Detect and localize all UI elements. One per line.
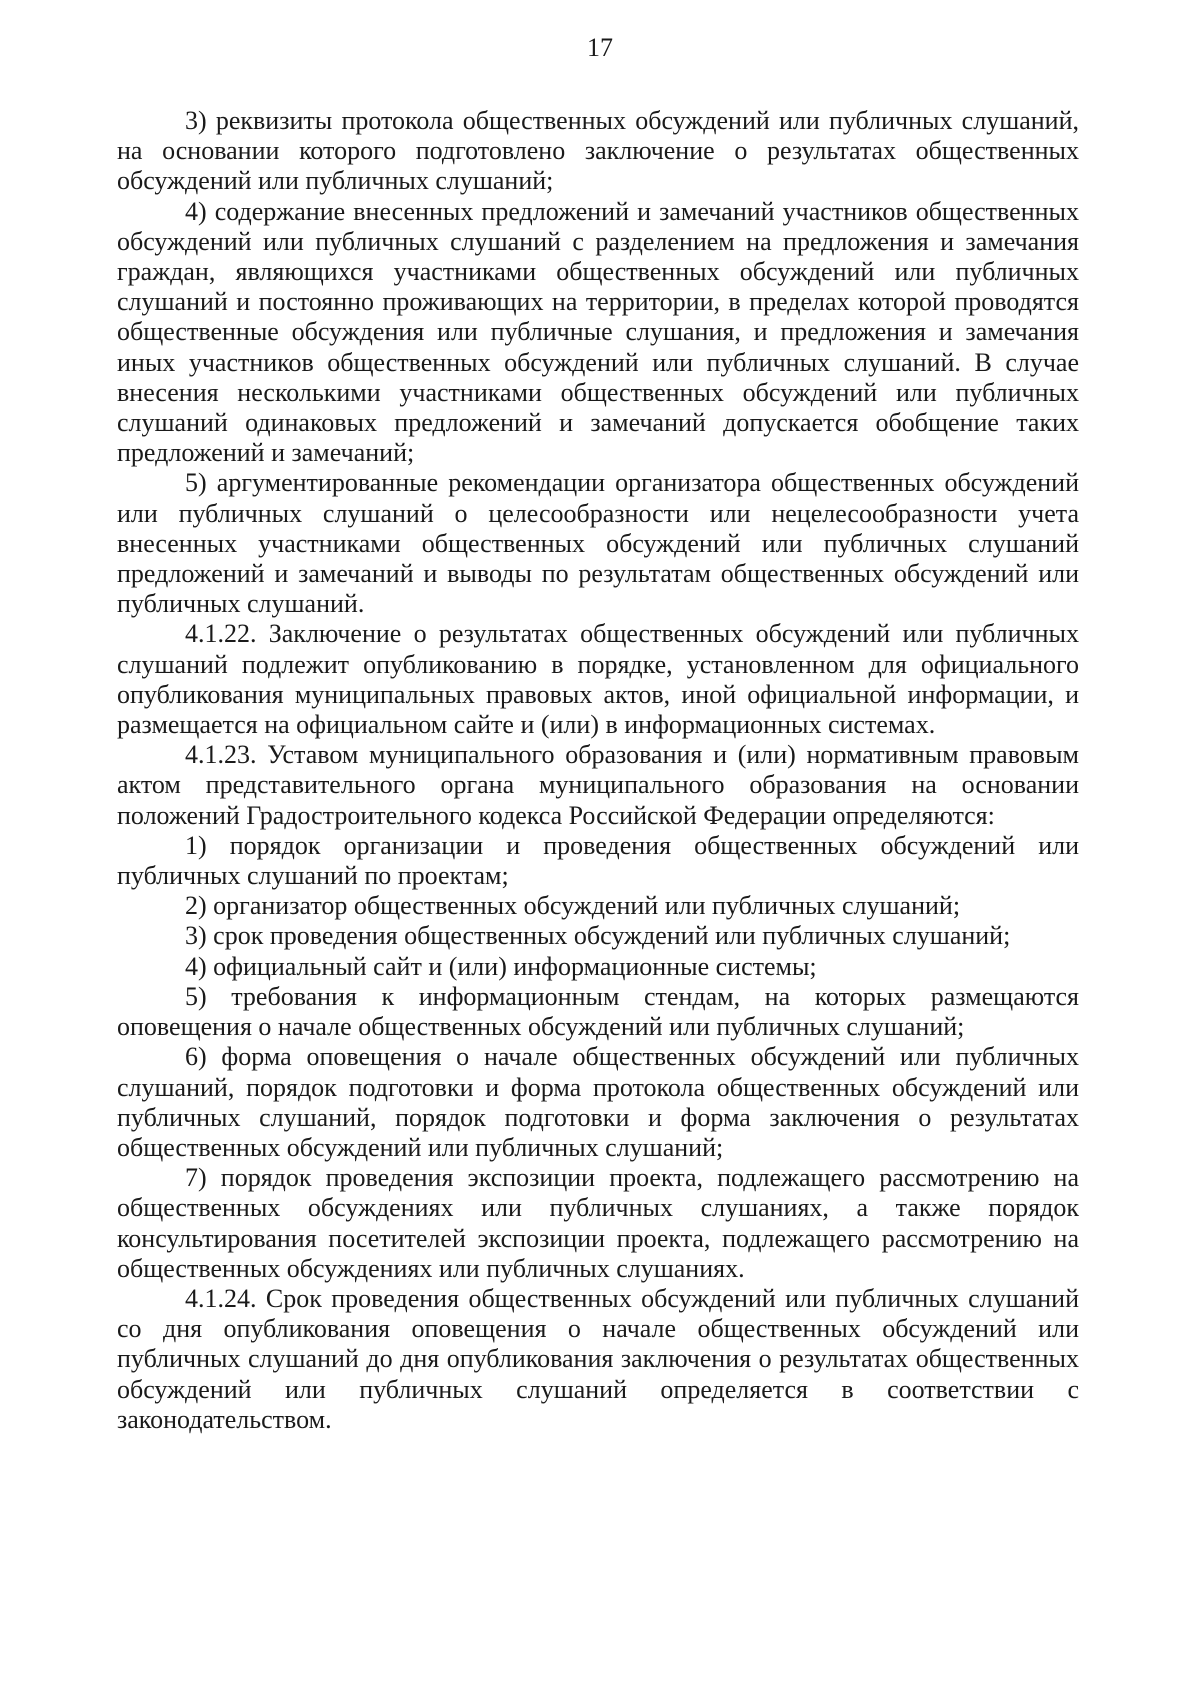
paragraph-list-item-6: 6) форма оповещения о начале общественных обсуждений или публичных слушаний, порядок подготовки и форма протокола общественных обсуждений или публичных слушаний, порядок подготовки и форма заключения о результатах общественных обсуждений или публичных слушаний;: [117, 1042, 1079, 1162]
paragraph-item-3-requisites: 3) реквизиты протокола общественных обсуждений или публичных слушаний, на основании которого подготовлено заключение о результатах общественных обсуждений или публичных слушаний;: [117, 106, 1079, 196]
document-body: [117, 106, 1079, 1435]
paragraph-clause-4-1-24: 4.1.24. Срок проведения общественных обсуждений или публичных слушаний со дня опубликования оповещения о начале общественных обсуждений или публичных слушаний до дня опубликования заключения о результатах общественных обсуждений или публичных слушаний определяется в соответствии с законодательством.: [117, 1283, 1079, 1434]
paragraph-list-item-2: 2) организатор общественных обсуждений или публичных слушаний;: [185, 891, 961, 921]
paragraph-item-4-content: 4) содержание внесенных предложений и замечаний участников общественных обсуждений или публичных слушаний с разделением на предложения и замечания граждан, являющихся участниками общественных обсуждений или публичных слушаний и постоянно проживающих на территории, в пределах которой проводятся общественные обсуждения или публичные слушания, и предложения и замечания иных участников общественных обсуждений или публичных слушаний. В случае внесения несколькими участниками общественных обсуждений или публичных слушаний одинаковых предложений и замечаний допускается обобщение таких предложений и замечаний;: [117, 196, 1079, 468]
paragraph-list-item-7: 7) порядок проведения экспозиции проекта, подлежащего рассмотрению на общественных обсуждениях или публичных слушаниях, а также порядок консультирования посетителей экспозиции проекта, подлежащего рассмотрению на общественных обсуждениях или публичных слушаниях.: [117, 1163, 1079, 1283]
paragraph-clause-4-1-22: 4.1.22. Заключение о результатах общественных обсуждений или публичных слушаний подлежит опубликованию в порядке, установленном для официального опубликования муниципальных правовых актов, иной официальной информации, и размещается на официальном сайте и (или) в информационных системах.: [117, 619, 1079, 740]
paragraph-clause-4-1-23: 4.1.23. Уставом муниципального образования и (или) нормативным правовым актом представительного органа муниципального образования на основании положений Градостроительного кодекса Российской Федерации определяются:: [117, 740, 1079, 830]
paragraph-item-5-recommendations: 5) аргументированные рекомендации организатора общественных обсуждений или публичных слушаний о целесообразности или нецелесообразности учета внесенных участниками общественных обсуждений или публичных слушаний предложений и замечаний и выводы по результатам общественных обсуждений или публичных слушаний.: [117, 468, 1079, 619]
paragraph-list-item-5: 5) требования к информационным стендам, на которых размещаются оповещения о начале общественных обсуждений или публичных слушаний;: [117, 981, 1079, 1042]
paragraph-list-item-3: 3) срок проведения общественных обсуждений или публичных слушаний;: [185, 921, 1011, 951]
paragraph-list-item-1: 1) порядок организации и проведения общественных обсуждений или публичных слушаний по проектам;: [117, 830, 1079, 891]
page-number: 17: [587, 33, 613, 62]
paragraph-list-item-4: 4) официальный сайт и (или) информационные системы;: [185, 951, 817, 981]
